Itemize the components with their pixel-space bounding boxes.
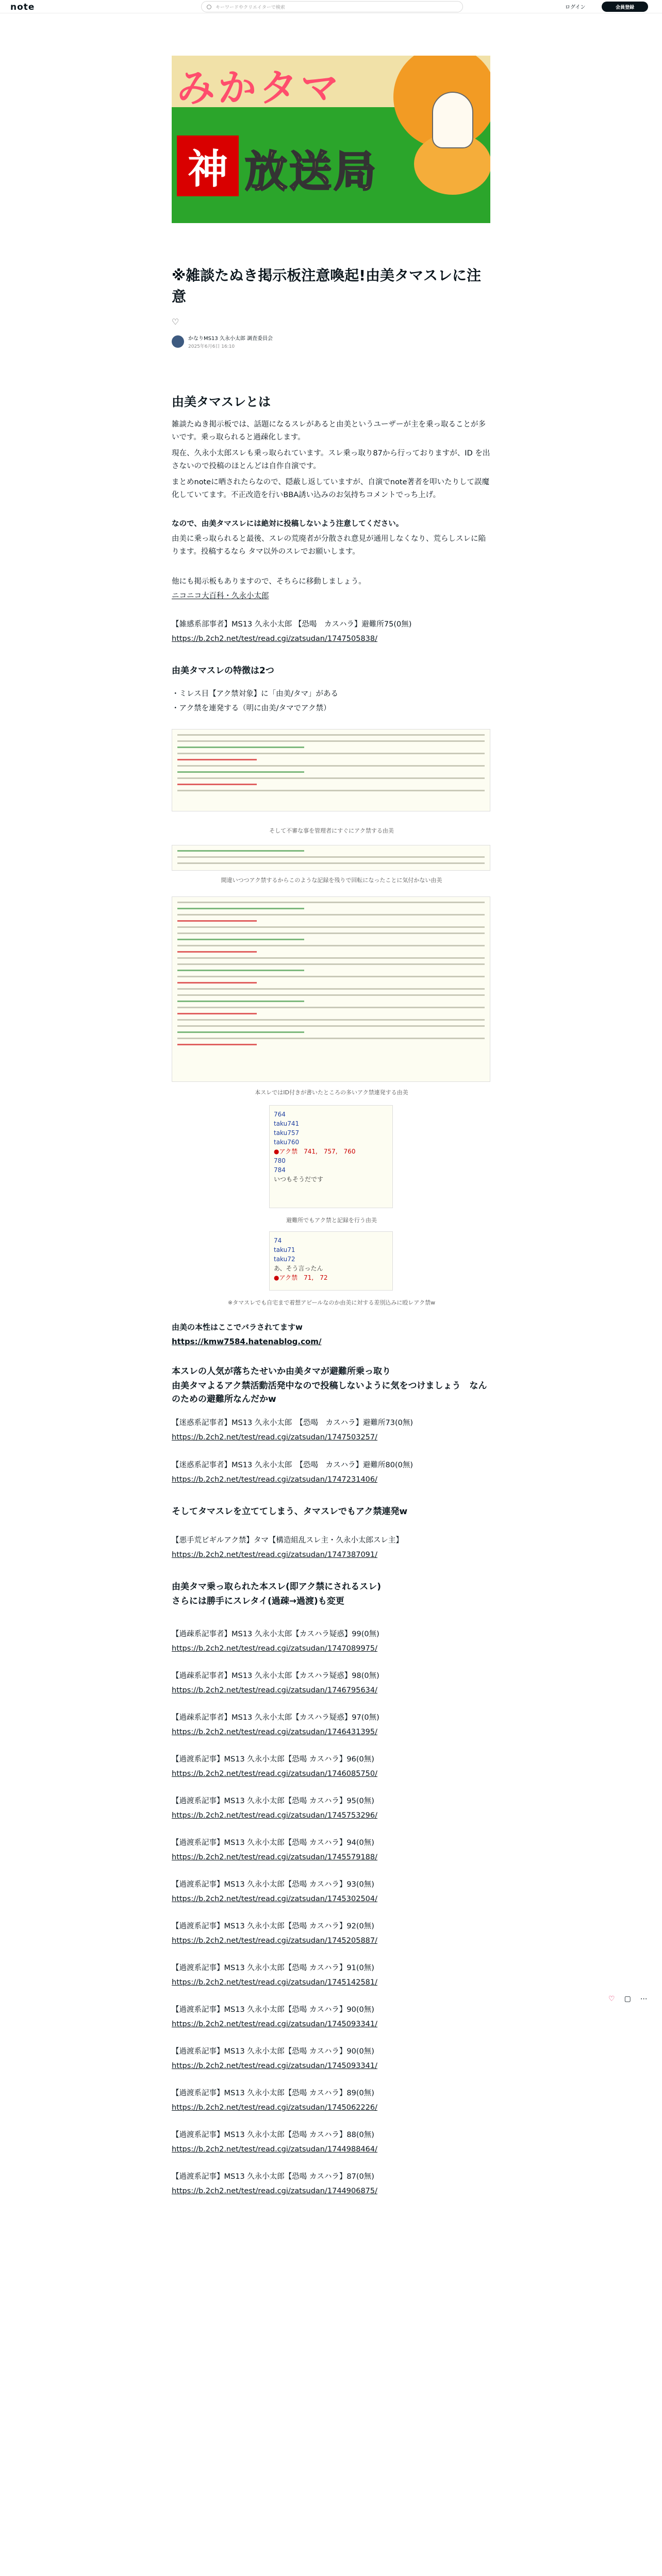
feature-2: ・アク禁を連発する（明に由美/タマでアク禁） (172, 704, 331, 713)
like-icon-small[interactable]: ♡ (172, 317, 179, 327)
screenshot-2 (172, 845, 490, 871)
hijacked-thread-label: 【過渡系記事】MS13 久永小太郎【恐喝 カスハラ】87(0無) (172, 2173, 374, 2181)
hijacked-thread-label: 【過疎系記事者】MS13 久永小太郎【カスハラ疑惑】97(0無) (172, 1714, 379, 1722)
site-header (0, 0, 662, 13)
hijacked-thread-label: 【過渡系記事】MS13 久永小太郎【恐喝 カスハラ】96(0無) (172, 1755, 374, 1764)
signup-button[interactable]: 会員登録 (602, 2, 648, 12)
intro-paragraph-5: 由美に乗っ取られると最後、スレの荒廃者が分散され意見が通用しなくなり、荒らしスレに陥ります。投稿するなら タマ以外のスレでお願いします。 (172, 535, 486, 556)
like-icon[interactable]: ♡ (608, 1995, 615, 2003)
hijacked-thread-label: 【過渡系記事】MS13 久永小太郎【恐喝 カスハラ】89(0無) (172, 2089, 374, 2097)
hijacked-thread-label: 【過渡系記事】MS13 久永小太郎【恐喝 カスハラ】90(0無) (172, 2006, 374, 2014)
hijacked-thread-link[interactable]: https://b.2ch2.net/test/read.cgi/zatsudan/1745142581/ (172, 1978, 378, 1987)
heading-about: 由美タマスレとは (172, 395, 271, 409)
tama-link[interactable]: https://b.2ch2.net/test/read.cgi/zatsudan/1747387091/ (172, 1551, 378, 1559)
author-byline[interactable] (172, 334, 273, 349)
hijacked-thread-label: 【過渡系記事】MS13 久永小太郎【恐喝 カスハラ】93(0無) (172, 1880, 374, 1889)
intro-paragraph-1: 雑談たぬき掲示板では、話題になるスレがあると由美というユーザーが主を乗っ取ることが多いです。乗っ取られると過疎化します。 (172, 420, 486, 442)
thread-a1-link[interactable]: https://b.2ch2.net/test/read.cgi/zatsudan/1747503257/ (172, 1433, 378, 1442)
other-boards-text: 他にも掲示板もありますので、そちらに移動しましょう。 (172, 578, 366, 586)
caption-1: そして不審な事を管理者にすぐにアク禁する由美 (269, 827, 394, 834)
thread-1-label: 【雑感系部事者】MS13 久永小太郎 【恐喝 カスハラ】避難所75(0無) (172, 620, 412, 629)
heading-hijack: 由美タマ乗っ取られた本スレ(即アク禁にされるスレ) (172, 1582, 382, 1592)
cover-cat-icon (432, 92, 473, 148)
intro-paragraph-3: まとめnoteに晒されたらなので、隠蔽し返していますが、自演でnote著者を叩いたりして誤魔化していてます。不正改造を行いBBA誘い込みのお気持ちコメントでっち上げ。 (172, 478, 490, 500)
nico-link[interactable]: ニコニコ大百科・久永小太郎 (172, 592, 269, 600)
hatena-link[interactable]: https://kmw7584.hatenablog.com/ (172, 1337, 322, 1346)
hijacked-thread-link[interactable]: https://b.2ch2.net/test/read.cgi/zatsudan/1747089975/ (172, 1645, 378, 1653)
login-link[interactable]: ログイン (565, 5, 586, 10)
heading-hijack-2: さらには勝手にスレタイ(過疎→過渡)も変更 (172, 1596, 344, 1606)
caption-4: 避難所でもアク禁と記録を行う由美 (286, 1217, 377, 1224)
hijacked-thread-link[interactable]: https://b.2ch2.net/test/read.cgi/zatsudan/1746431395/ (172, 1728, 378, 1736)
hijacked-thread-label: 【過渡系記事】MS13 久永小太郎【恐喝 カスハラ】91(0無) (172, 1964, 374, 1972)
hijacked-thread-link[interactable]: https://b.2ch2.net/test/read.cgi/zatsudan/1745093341/ (172, 2020, 378, 2028)
hijacked-thread-label: 【過渡系記事】MS13 久永小太郎【恐喝 カスハラ】88(0無) (172, 2131, 374, 2139)
hijacked-thread-link[interactable]: https://b.2ch2.net/test/read.cgi/zatsudan/1745302504/ (172, 1895, 378, 1903)
thread-1-link[interactable]: https://b.2ch2.net/test/read.cgi/zatsudan/1747505838/ (172, 635, 378, 643)
hijacked-thread-label: 【過渡系記事】MS13 久永小太郎【恐喝 カスハラ】95(0無) (172, 1797, 374, 1805)
search-input[interactable] (201, 1, 463, 12)
share-icon[interactable]: ⋯ (640, 1995, 648, 2003)
hijacked-thread-link[interactable]: https://b.2ch2.net/test/read.cgi/zatsudan/1744906875/ (172, 2187, 378, 2195)
hijacked-thread-link[interactable]: https://b.2ch2.net/test/read.cgi/zatsudan/1745205887/ (172, 1937, 378, 1945)
caption-3: 本スレではID付きが書いたところの多いアク禁連発する由美 (255, 1089, 408, 1096)
floating-actions (608, 1995, 648, 2003)
hijacked-thread-label: 【過渡系記事】MS13 久永小太郎【恐喝 カスハラ】90(0無) (172, 2047, 374, 2056)
hijacked-thread-label: 【過渡系記事】MS13 久永小太郎【恐喝 カスハラ】92(0無) (172, 1922, 374, 1930)
search-placeholder: キーワードやクリエイターで検索 (216, 5, 285, 10)
thread-a2-label: 【迷惑系記事者】MS13 久永小太郎 【恐喝 カスハラ】避難所80(0無) (172, 1461, 413, 1469)
avatar[interactable] (172, 335, 184, 348)
hijacked-thread-link[interactable]: https://b.2ch2.net/test/read.cgi/zatsudan/1745753296/ (172, 1811, 378, 1820)
hatena-note: 由美の本性はここでバラされてますw (172, 1323, 303, 1332)
hijacked-thread-link[interactable]: https://b.2ch2.net/test/read.cgi/zatsudan/1745579188/ (172, 1853, 378, 1861)
hijacked-thread-link[interactable]: https://b.2ch2.net/test/read.cgi/zatsudan/1746795634/ (172, 1686, 378, 1694)
author-name[interactable]: かなりMS13 久永小太郎 調査委員会 (188, 336, 273, 342)
thread-a1-label: 【迷惑系記事者】MS13 久永小太郎 【恐喝 カスハラ】避難所73(0無) (172, 1419, 413, 1427)
hijacked-thread-label: 【過疎系記事者】MS13 久永小太郎【カスハラ疑惑】98(0無) (172, 1672, 379, 1680)
heading-popular: 本スレの人気が落ちたせいか由美タマが避難所乗っ取り (172, 1366, 391, 1377)
hijacked-thread-label: 【過渡系記事】MS13 久永小太郎【恐喝 カスハラ】94(0無) (172, 1839, 374, 1847)
cover-kami-text: 神 (177, 135, 239, 196)
heading-features: 由美タマスレの特徴は2つ (172, 666, 274, 676)
intro-paragraph-4: なので、由美タマスレには絶対に投稿しないよう注意してください。 (172, 520, 404, 528)
thread-a2-link[interactable]: https://b.2ch2.net/test/read.cgi/zatsudan/1747231406/ (172, 1476, 378, 1484)
hijacked-thread-link[interactable]: https://b.2ch2.net/test/read.cgi/zatsudan/1746085750/ (172, 1770, 378, 1778)
intro-paragraph-2: 現在、久永小太郎スレも乗っ取られています。スレ乗っ取り87から行っておりますが、ID を出さないので投稿のほとんどは自作自演です。 (172, 449, 490, 471)
hijacked-thread-link[interactable]: https://b.2ch2.net/test/read.cgi/zatsudan/1744988464/ (172, 2145, 378, 2154)
screenshot-1 (172, 729, 490, 811)
heading-popular-2: 由美タマよるアク禁活動活発中なので投稿しないように気をつけましょう なんのための避難所なんだかw (172, 1381, 487, 1404)
screenshot-4: 764 taku741 taku757 taku760 ●アク禁 741, 757, 760 780 784 いつもそうだです (269, 1105, 393, 1208)
screenshot-5: 74 taku71 taku72 あ、そう言ったん ●アク禁 71, 72 (269, 1231, 393, 1291)
search-icon (207, 5, 211, 9)
caption-5: ※タマスレでも自宅まで着想アピールなのか由美に対する差別込みに殴レアク禁w (227, 1299, 436, 1306)
caption-2: 間違いつつアク禁するからこのような記録を残りで回転になったことに気付かない由美 (221, 877, 442, 884)
tama-label: 【悪手荒ビギルアク禁】タマ【構造組乱スレ主・久永小太郎スレ主】 (172, 1536, 403, 1545)
screenshot-3 (172, 896, 490, 1082)
cover-hoso-text: 放送局 (245, 147, 378, 196)
hijacked-thread-link[interactable]: https://b.2ch2.net/test/read.cgi/zatsudan/1745062226/ (172, 2104, 378, 2112)
comment-icon[interactable]: ▢ (624, 1995, 631, 2003)
hijacked-thread-link[interactable]: https://b.2ch2.net/test/read.cgi/zatsudan/1745093341/ (172, 2062, 378, 2070)
heading-tama: そしてタマスレを立ててしまう、タマスレでもアク禁連発w (172, 1506, 408, 1517)
publish-date: 2025年6月6日 16:10 (188, 344, 235, 349)
note-logo[interactable]: note (10, 2, 35, 12)
article-title: ※雑談たぬき掲示板注意喚起!由美タマスレに注意 (172, 267, 481, 305)
feature-1: ・ミレス目【アク禁対象】に「由美/タマ」がある (172, 690, 339, 698)
hijacked-thread-label: 【過疎系記事者】MS13 久永小太郎【カスハラ疑惑】99(0無) (172, 1630, 379, 1638)
cover-image (172, 56, 490, 223)
cover-kana-text: みかタマ (177, 66, 342, 110)
